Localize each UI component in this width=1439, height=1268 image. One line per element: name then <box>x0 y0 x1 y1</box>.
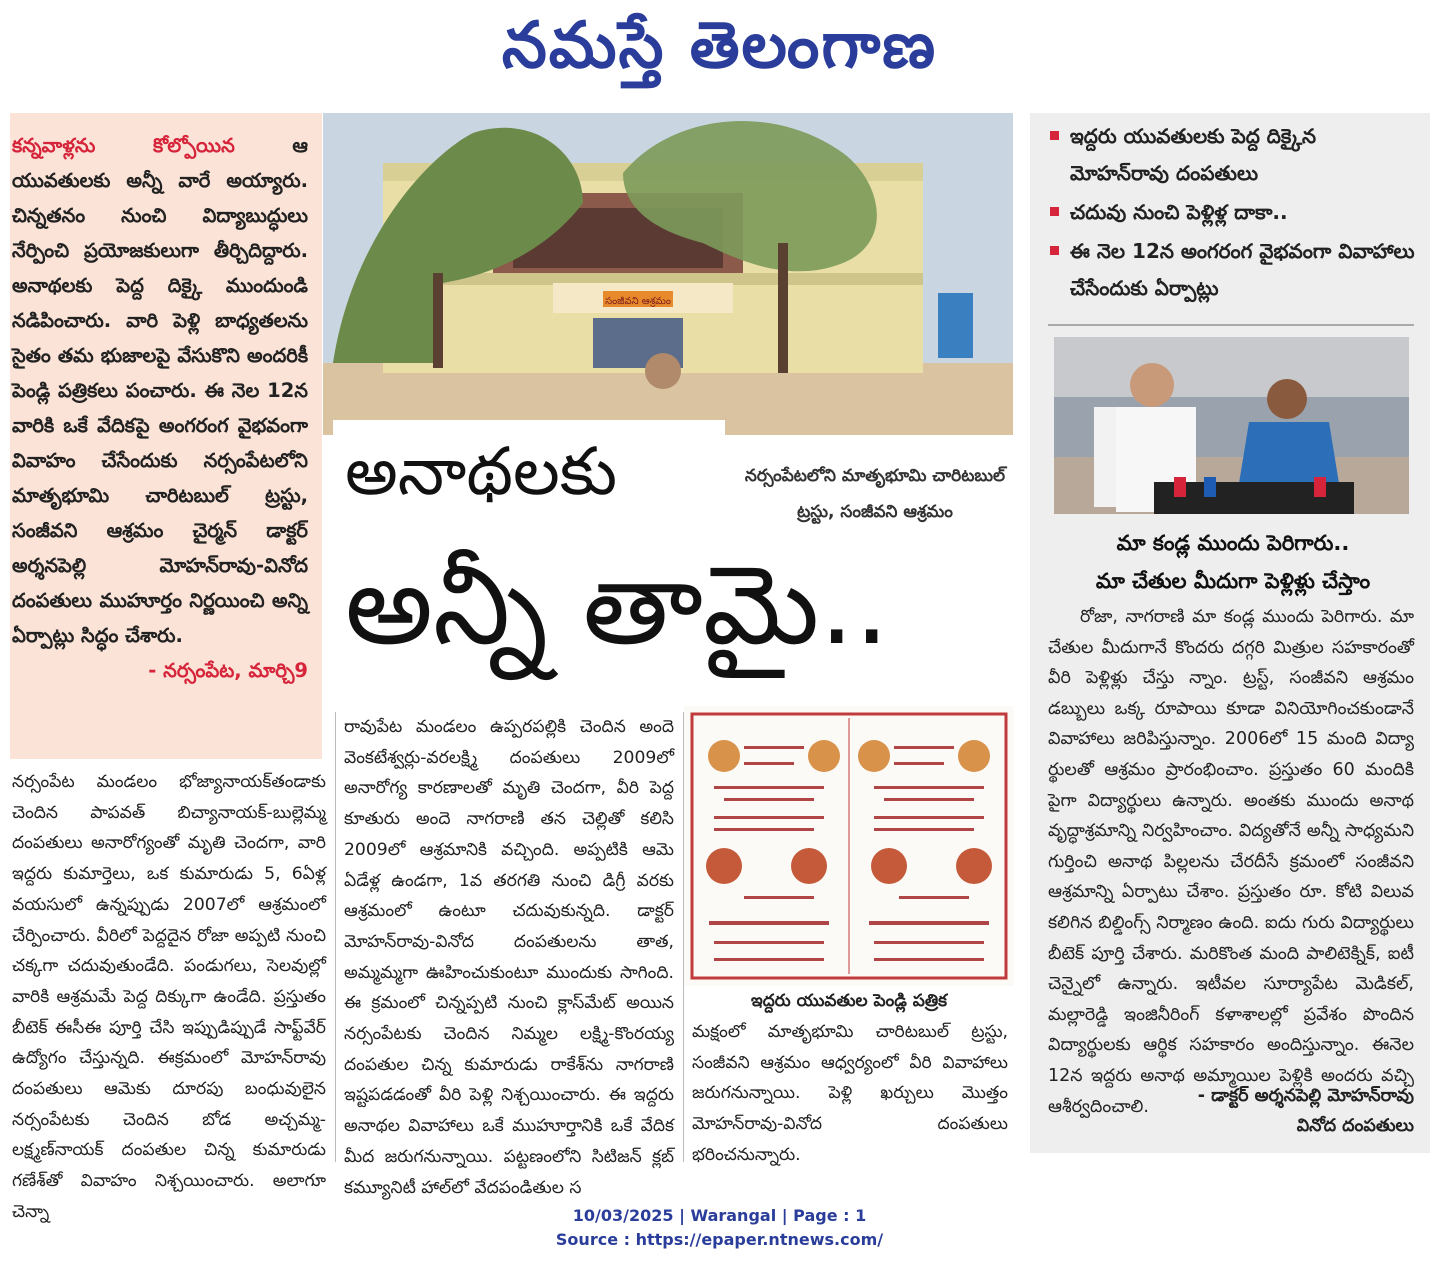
couple-photo <box>1054 337 1409 514</box>
intro-dateline: - నర్సంపేట, మార్చి9 <box>148 659 308 682</box>
column-divider <box>683 712 684 1162</box>
quote-headline-line2: మా చేతుల మీదుగా పెళ్లిళ్లు చేస్తాం <box>1095 569 1371 593</box>
footer-source: Source : https://epaper.ntnews.com/ <box>555 1230 884 1249</box>
highlight-item: ఈ నెల 12న అంగరంగ వైభవంగా వివాహాలు చేసేందుకు ఏర్పాట్లు <box>1048 233 1418 307</box>
quote-attribution: - డాక్టర్ అర్శనపెల్లి మోహన్‌రావు వినోద దంపతులు <box>1197 1086 1414 1136</box>
headline-line1: అనాథలకు <box>345 433 618 510</box>
intro-lead: కన్నవాళ్లను కోల్పోయిన <box>12 134 235 157</box>
masthead-title: నమస్తే తెలంగాణ <box>501 8 938 83</box>
quote-headline-line1: మా కండ్ల ముందు పెరిగారు.. <box>1116 531 1350 555</box>
article-column-2: రావుపేట మండలం ఉప్పరపల్లికి చెందిన అందె వెంకటేశ్వర్లు-వరలక్ష్మి దంపతులు 2009లో అనారోగ్య కారణాలతో మృతి చెందగా, వీరి పెద్ద కూతురు అందె నాగరాణి తన చెల్లితో కలిసి 2009లో ఆశ్రమానికి వచ్చింది. అప్పటికి ఆమె ఏడేళ్ల ఉండగా, 1వ తరగతి నుంచి డిగ్రీ వరకు ఆశ్రమంలో ఉంటూ చదువుకున్నది. డాక్టర్ మోహన్‌రావు-వినోద దంపతులను తాత, అమ్మమ్మగా ఊహించుకుంటూ ముందుకు సాగింది. ఈ క్రమంలో చిన్నప్పటి నుంచి క్లాస్‌మేట్ అయిన నర్సంపేటకు చెందిన నిమ్మల లక్ష్మి-కొంరయ్య దంపతుల చిన్న కుమారుడు రాకేశ్‌ను నాగరాణి ఇష్టపడడంతో వీరి పెళ్లి నిశ్చయించారు. ఈ ఇద్దరు అనాథల వివాహాలు ఒకే ముహూర్తానికి ఒకే వేదిక మీద జరుగనున్నాయి. పట్టణంలోని సిటిజన్ క్లబ్ కమ్యూనిటీ హాల్‌లో వేదపండితుల స <box>344 717 674 1198</box>
highlights-list <box>1048 118 1418 309</box>
bullet-square-icon <box>1050 246 1059 255</box>
highlight-item: చదువు నుంచి పెళ్లిళ్ల దాకా.. <box>1048 194 1418 231</box>
building-sign: సంజీవని ఆశ్రమం <box>605 296 671 307</box>
page-footer <box>0 1204 1439 1252</box>
bullet-square-icon <box>1050 131 1059 140</box>
column-divider <box>335 712 336 1162</box>
photo-caption: నర్సంపేటలోని మాతృభూమి చారిటబుల్ ట్రస్టు, సంజీవని ఆశ్రమం <box>744 466 1006 522</box>
intro-body: ఆ యువతులకు అన్నీ వారే అయ్యారు. చిన్నతనం నుంచి విద్యాబుద్ధులు నేర్పించి ప్రయోజకులుగా తీర్చిదిద్దారు. అనాథలకు పెద్ద దిక్కై ముందుండి నడిపించారు. వారి పెళ్లి బాధ్యతలను సైతం తమ భుజాలపై వేసుకొని అందరికీ పెండ్లి పత్రికలు పంచారు. ఈ నెల 12న వారికి ఒకే వేదికపై అంగరంగ వైభవంగా వివాహం చేసేందుకు నర్సంపేటలోని మాతృభూమి చారిటబుల్ ట్రస్టు, సంజీవని ఆశ్రమం చైర్మన్ డాక్టర్ అర్శనపెల్లి మోహన్‌రావు-వినోద దంపతులు ముహూర్తం నిర్ణయించి అన్ని ఏర్పాట్లు సిద్ధం చేశారు. <box>12 134 308 647</box>
footer-edition: 10/03/2025 | Warangal | Page : 1 <box>572 1206 867 1225</box>
quote-headline <box>1048 524 1418 600</box>
bullet-square-icon <box>1050 207 1059 216</box>
article-column-1: నర్సంపేట మండలం భోజ్యానాయక్‌తండాకు చెందిన పాపవత్ బిచ్యానాయక్-బుల్లెమ్మ దంపతులు అనారోగ్యంతో మృతి చెందగా, వారి ఇద్దరు కుమార్తెలు, ఒక కుమారుడు 5, 6ఏళ్ల వయసులో ఉన్నప్పుడు 2007లో ఆశ్రమంలో చేర్పించారు. వీరిలో పెద్దదైన రోజా అప్పటి నుంచి చక్కగా చదువుతుండేది. పండుగలు, సెలవుల్లో వారికి ఆశ్రమమే పెద్ద దిక్కుగా ఉండేది. ప్రస్తుతం బీటెక్ ఈసీఈ పూర్తి చేసి ఇప్పుడిప్పుడే సాఫ్ట్‌వేర్ ఉద్యోగం చేస్తున్నది. ఈక్రమంలో మోహన్‌రావు దంపతులు ఆమెకు దూరపు బంధువులైన నర్సంపేటకు చెందిన బోడ అచ్చమ్మ-లక్ష్మణ్‌నాయక్ దంపతుల చిన్న కుమారుడు గణేశ్‌తో వివాహం నిశ్చయించారు. అలాగూ చెన్నా <box>12 772 326 1222</box>
quote-text: రోజా, నాగరాణి మా కండ్ల ముందు పెరిగారు. మా చేతుల మీదుగానే కొందరు దగ్గరి మిత్రుల సహకారంతో వీరి పెళ్లిళ్లు చేస్తు న్నాం. ట్రస్ట్, సంజీవని ఆశ్రమం డబ్బులు ఒక్క రూపాయి కూడా వినియోగించకుండానే వివాహాలు జరిపిస్తున్నాం. 2006లో 15 మంది విద్యా ర్థులతో ఆశ్రమం ప్రారంభించాం. ప్రస్తుతం 60 మందికి పైగా విద్యార్థులు ఉన్నారు. అంతకు ముందు అనాథ వృద్ధాశ్రమాన్ని నిర్వహించాం. విద్యతోనే అన్నీ సాధ్యమని గుర్తించి అనాథ పిల్లలను చేరదీసే క్రమంలో సంజీవని ఆశ్రమాన్ని ఏర్పాటు చేశాం. ప్రస్తుతం రూ. కోటి విలువ కలిగిన బిల్డింగ్స్ నిర్మాణం ఉంది. ఐదు గురు విద్యార్థులు బీటెక్ పూర్తి చేశారు. మరికొంత మంది పాలిటెక్నిక్, ఐటీ చెన్నైలో ఉన్నారు. ఇటీవల సూర్యాపేట మెడికల్, మల్లారెడ్డి ఇంజినీరింగ్ కళాశాలల్లో ప్రవేశం పొందిన విద్యార్థులకు ఆర్థిక సహకారం అందిస్తున్నాం. ఈనెల 12న ఇద్దరు అనాథ అమ్మాయిల పెళ్లికి అందరు వచ్చి ఆశీర్వదించాలి. <box>1048 607 1414 1117</box>
sidebar-divider <box>1048 324 1414 326</box>
ashram-building-photo <box>323 113 1013 435</box>
highlight-item: ఇద్దరు యువతులకు పెద్ద దిక్కైన మోహన్‌రావు దంపతులు <box>1048 118 1418 192</box>
headline-line2: అన్నీ తామై.. <box>345 541 890 669</box>
intro-text <box>12 128 308 688</box>
article-column-3: మక్షంలో మాతృభూమి చారిటబుల్ ట్రస్టు, సంజీవని ఆశ్రమం ఆధ్వర్యంలో వీరి వివాహాలు జరుగనున్నాయి. పెళ్లి ఖర్చులు మొత్తం మోహన్‌రావు-వినోద దంపతులు భరించనున్నారు. <box>692 1022 1008 1165</box>
wedding-invitation-image <box>684 706 1014 986</box>
invitation-caption: ఇద్దరు యువతుల పెండ్లి పత్రిక <box>751 991 947 1011</box>
